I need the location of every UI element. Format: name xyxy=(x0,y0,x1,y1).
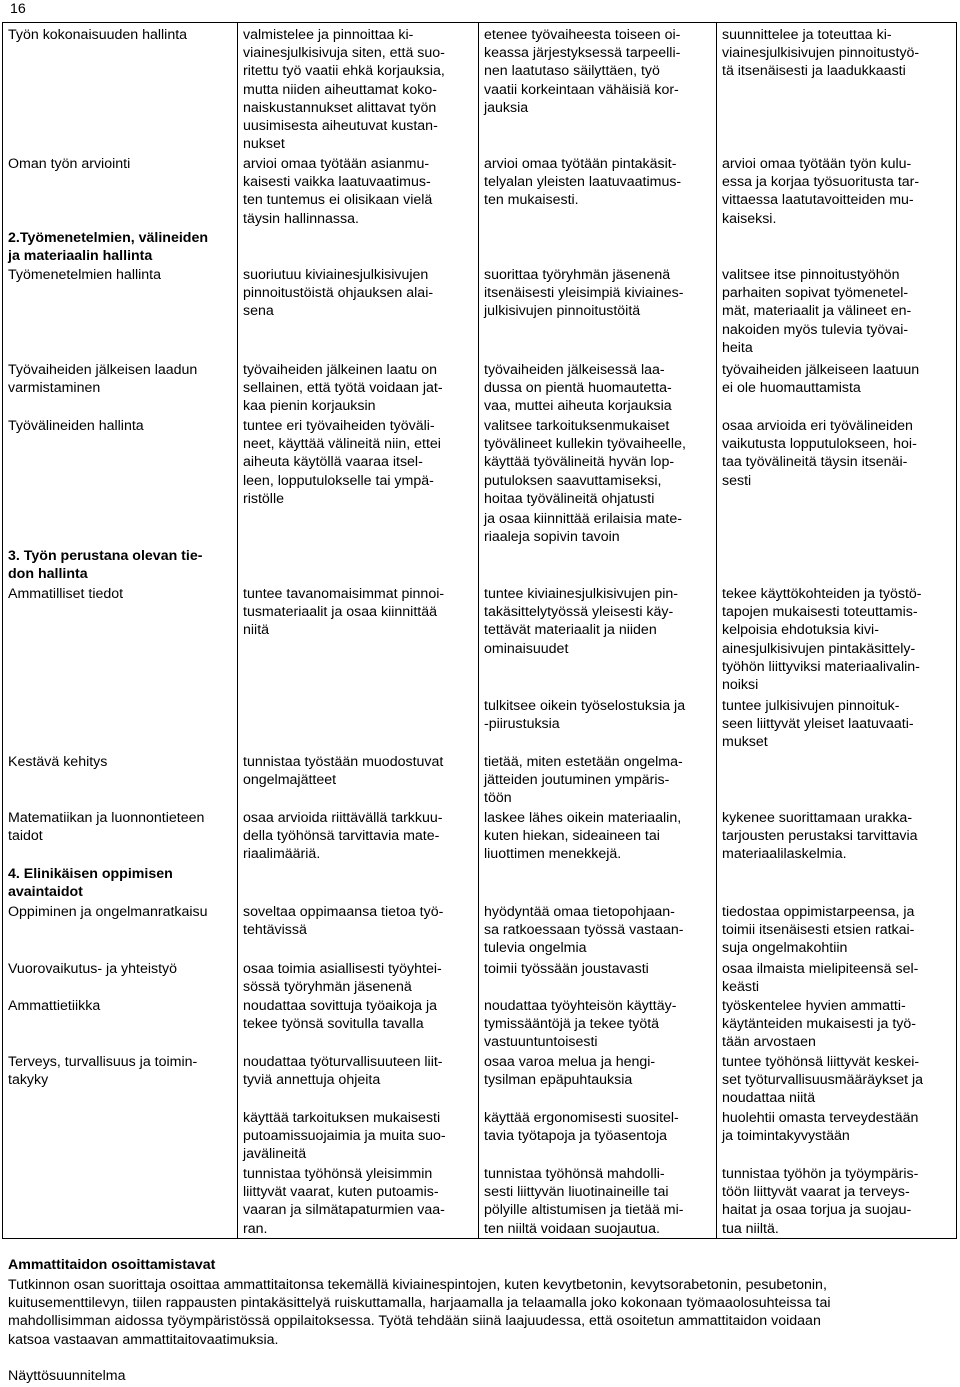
criterion-satisfactory: tunnistaa työstään muodostuvat ongelmajätteet xyxy=(243,754,444,789)
criterion-excellent: työvaiheiden jälkeiseen laatuun ei ole huomauttamista xyxy=(722,362,920,397)
demonstration-methods-heading: Ammattitaidon osoittamistavat xyxy=(8,1257,216,1273)
criterion-excellent: valitsee itse pinnoitustyöhön parhaiten sopivat työmenetel- mät, materiaalit ja välineet en- nakoiden myös tulevia työvai- heita xyxy=(722,267,912,356)
criterion-good: etenee työvaiheesta toiseen oi- keassa järjestyksessä tarpeelli- nen laatutaso säilyttäen, työ vaatii korkeintaan vähäisiä kor- jauksia xyxy=(484,27,681,116)
criterion-excellent: tuntee julkisivujen pinnoituk- seen liittyvät yleiset laatuvaati- mukset xyxy=(722,698,914,751)
demonstration-methods-text: Tutkinnon osan suorittaja osoittaa ammattitaitonsa tekemällä kiviainespintojen, kuten kevytbetonin, kevytsorabetonin, pesubetonin, kuitusementtilevyn, tiilen rappausten pintakäsittelyä ruiskuttamalla, harjaamalla ja telaamalla joko kokonaan työmaaolosuhteissa tai mahdollisimman aidossa työympäristössä oppilaitoksessa. Työtä tehdään siinä laajuudessa, että osoitetun ammattitaidon voidaan katsoa vastaavan ammattitaitovaatimuksia. xyxy=(8,1277,831,1348)
row-label: Työvälineiden hallinta xyxy=(8,418,144,434)
criterion-excellent: osaa ilmaista mielipiteensä sel- keästi xyxy=(722,961,919,996)
criterion-good: arvioi omaa työtään pintakäsit- telyalan yleisten laatuvaatimus- ten mukaisesti. xyxy=(484,156,682,209)
criterion-satisfactory: osaa toimia asiallisesti työyhtei- sössä työryhmän jäsenenä xyxy=(243,961,442,996)
row-label: Terveys, turvallisuus ja toimin- takyky xyxy=(8,1054,198,1089)
row-label: Vuorovaikutus- ja yhteistyö xyxy=(8,961,178,977)
criterion-good: käyttää ergonomisesti suositel- tavia työtapoja ja työasentoja xyxy=(484,1110,679,1145)
page-number: 16 xyxy=(10,1,26,17)
row-label: Kestävä kehitys xyxy=(8,754,108,770)
criterion-good: tunnistaa työhönsä mahdolli- sesti liittyvän liuotinaineille tai pölyille altistumisen ja tietää mi- ten niiltä voidaan suojautua. xyxy=(484,1166,684,1237)
criterion-excellent: huolehtii omasta terveydestään ja toimintakyvystään xyxy=(722,1110,919,1145)
criterion-satisfactory: arvioi omaa työtään asianmu- kaisesti vaikka laatuvaatimus- ten tuntemus ei olisikaan vielä täysin hallinnassa. xyxy=(243,156,433,227)
criterion-excellent: arvioi omaa työtään työn kulu- essa ja korjaa työsuoritusta tar- vittaessa laatutavoitteiden mu- kaiseksi. xyxy=(722,156,920,227)
criterion-satisfactory: soveltaa oppimaansa tietoa työ- tehtävissä xyxy=(243,904,444,939)
section-heading: 3. Työn perustana olevan tie- don hallinta xyxy=(8,548,203,583)
criterion-good: noudattaa työyhteisön käyttäy- tymissääntöjä ja tekee työtä vastuuntuntoisesti xyxy=(484,998,677,1051)
row-label: Matematiikan ja luonnontieteen taidot xyxy=(8,810,205,845)
criterion-excellent: tiedostaa oppimistarpeensa, ja toimii itsenäisesti etsien ratkai- suja ongelmakohtiin xyxy=(722,904,915,957)
criterion-satisfactory: noudattaa työturvallisuuteen liit- tyviä annettuja ohjeita xyxy=(243,1054,443,1089)
row-label: Ammattietiikka xyxy=(8,998,101,1014)
criterion-good: tulkitsee oikein työselostuksia ja -piirustuksia xyxy=(484,698,686,733)
criterion-satisfactory: suoriutuu kiviainesjulkisivujen pinnoitustöistä ohjauksen alai- sena xyxy=(243,267,434,320)
section-heading: 4. Elinikäisen oppimisen avaintaidot xyxy=(8,866,173,901)
criterion-excellent: tuntee työhönsä liittyvät keskei- set työturvallisuusmääräykset ja noudattaa niitä xyxy=(722,1054,924,1107)
table-border-left xyxy=(2,22,3,1238)
criterion-good: valitsee tarkoituksenmukaiset työvälineet kullekin työvaiheelle, käyttää työvälineitä hyvän lop- putuloksen saavuttamiseksi, hoitaa työvälineitä ohjatusti xyxy=(484,418,686,507)
section-heading: 2.Työmenetelmien, välineiden ja materiaalin hallinta xyxy=(8,230,209,265)
criterion-excellent: työskentelee hyvien ammatti- käytänteiden mukaisesti ja työ- tään arvostaen xyxy=(722,998,916,1051)
criterion-good: osaa varoa melua ja hengi- tysilman epäpuhtauksia xyxy=(484,1054,656,1089)
criterion-good: toimii työssään joustavasti xyxy=(484,961,649,977)
criterion-good: laskee lähes oikein materiaalin, kuten hiekan, sideaineen tai liuottimen menekkejä. xyxy=(484,810,682,863)
criterion-satisfactory: tuntee eri työvaiheiden työväli- neet, käyttää välineitä niin, ettei aiheuta käytöllä vaaraa itsel- leen, lopputulokselle tai ympä- ristölle xyxy=(243,418,441,507)
criterion-good: ja osaa kiinnittää erilaisia mate- riaaleja sopivin tavoin xyxy=(484,511,682,546)
table-border-top xyxy=(2,22,957,23)
column-divider xyxy=(478,22,479,1238)
criterion-good: tuntee kiviainesjulkisivujen pin- takäsittelytyössä yleisesti käy- tettävät materiaalit ja niiden ominaisuudet xyxy=(484,586,678,657)
criterion-excellent: kykenee suorittamaan urakka- tarjousten perustaksi tarvittavia materiaalilaskelmia. xyxy=(722,810,918,863)
criterion-good: suorittaa työryhmän jäsenenä itsenäisesti yleisimpiä kiviaines- julkisivujen pinnoitustöitä xyxy=(484,267,684,320)
row-label: Työn kokonaisuuden hallinta xyxy=(8,27,188,43)
criterion-satisfactory: noudattaa sovittuja työaikoja ja tekee työnsä sovitulla tavalla xyxy=(243,998,438,1033)
criterion-satisfactory: valmistelee ja pinnoittaa ki- viainesjulkisivuja siten, että suo- ritettu työ vaatii ehkä korjauksia, mutta niiden aiheuttamat koko- naiskustannukset alittavat työn uusimisesta aiheutuvat kustan- nukset xyxy=(243,27,445,153)
criterion-satisfactory: käyttää tarkoituksen mukaisesti putoamissuojaimia ja muita suo- javälineitä xyxy=(243,1110,446,1163)
row-label: Työmenetelmien hallinta xyxy=(8,267,161,283)
next-section-heading: Näyttösuunnitelma xyxy=(8,1368,126,1384)
criterion-good: hyödyntää omaa tietopohjaan- sa ratkoessaan työssä vastaan- tulevia ongelmia xyxy=(484,904,684,957)
criterion-excellent: tunnistaa työhön ja työympäris- töön liittyvät vaarat ja terveys- haitat ja osaa torjua ja suojau- tua niiltä. xyxy=(722,1166,919,1237)
criterion-excellent: osaa arvioida eri työvälineiden vaikutusta lopputulokseen, hoi- taa työvälineitä täysin itsenäi- sesti xyxy=(722,418,917,489)
table-border-right xyxy=(956,22,957,1238)
criterion-satisfactory: osaa arvioida riittävällä tarkkuu- della työhönsä tarvittavia mate- riaalimääriä. xyxy=(243,810,443,863)
row-label: Oppiminen ja ongelmanratkaisu xyxy=(8,904,208,920)
row-label: Oman työn arviointi xyxy=(8,156,131,172)
criterion-satisfactory: tuntee tavanomaisimmat pinnoi- tusmateriaalit ja osaa kiinnittää niitä xyxy=(243,586,445,639)
row-label: Työvaiheiden jälkeisen laadun varmistaminen xyxy=(8,362,198,397)
table-border-bottom xyxy=(2,1238,957,1239)
criterion-satisfactory: työvaiheiden jälkeinen laatu on sellainen, että työtä voidaan jat- kaa pienin korjauksin xyxy=(243,362,443,415)
column-divider xyxy=(716,22,717,1238)
criterion-good: työvaiheiden jälkeisessä laa- dussa on pientä huomautetta- vaa, muttei aiheuta korjauksia xyxy=(484,362,672,415)
row-label: Ammatilliset tiedot xyxy=(8,586,124,602)
criterion-good: tietää, miten estetään ongelma- jätteiden joutuminen ympäris- töön xyxy=(484,754,683,807)
criterion-satisfactory: tunnistaa työhönsä yleisimmin liittyvät vaarat, kuten putoamis- vaaran ja silmätapaturmien vaa- ran. xyxy=(243,1166,445,1237)
criterion-excellent: tekee käyttökohteiden ja työstö- tapojen mukaisesti toteuttamis- kelpoisia ehdotuksia kivi- ainesjulkisivujen pintakäsittely- työhön liittyviksi materiaalivalin- noiksi xyxy=(722,586,922,694)
criterion-excellent: suunnittelee ja toteuttaa ki- viainesjulkisivujen pinnoitustyö- tä itsenäisesti ja laadukkaasti xyxy=(722,27,920,80)
